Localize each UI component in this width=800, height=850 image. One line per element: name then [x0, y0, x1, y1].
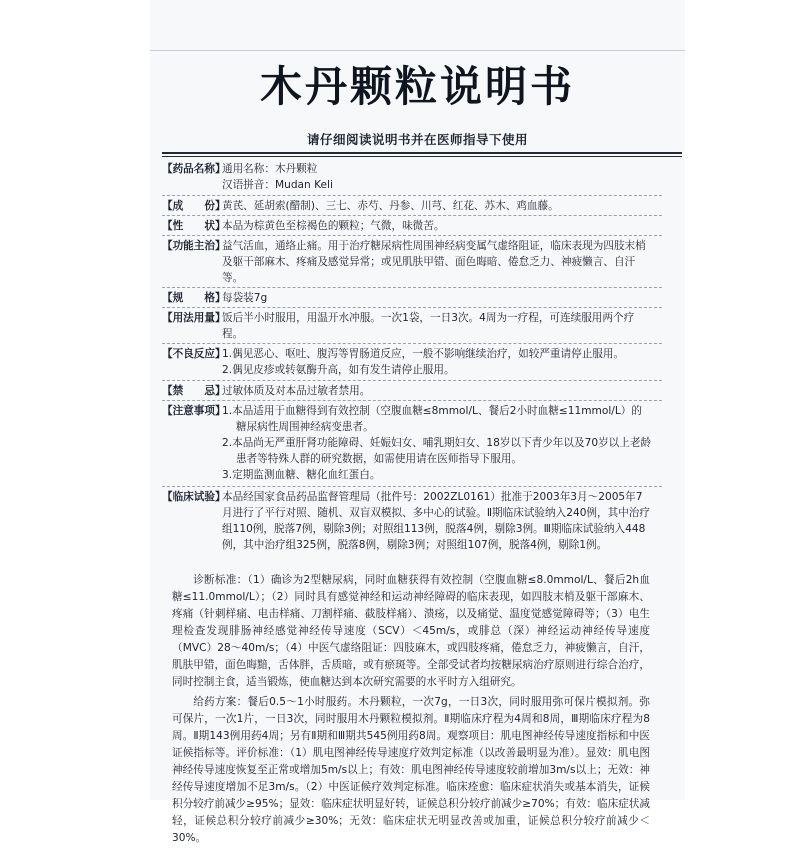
section-divider	[162, 486, 662, 487]
document-subtitle: 请仔细阅读说明书并在医师指导下使用	[306, 132, 528, 147]
section-divider	[162, 287, 662, 288]
clinical-trial-details	[172, 572, 650, 850]
section-divider	[162, 343, 662, 344]
top-divider	[150, 50, 685, 51]
header-rule-thick	[162, 152, 682, 154]
diagnostic-criteria: 诊断标准：（1）确诊为2型糖尿病，同时血糖获得有效控制（空腹血糖≤8.0mmol/L、餐后2h血糖≤11.0mmol/L）；（2）同时具有感觉神经和运动神经障碍的临床表现，如四肢末梢及躯干部麻木、疼痛（针刺样痛、电击样痛、刀割样痛、截肢样痛）、溃疡，以及痛觉、温度觉感觉障碍等；（3）电生理检查发现腓肠神经感觉神经传导速度（SCV）＜45m/s，或腓总（深）神经运动神经传导速度（MVC）28～40m/s；（4）中医气虚络阻证：四肢麻木，或四肢疼痛，倦怠乏力，神疲懒言，自汗，肌肤甲错，面色晦黯，舌体胖，舌质暗，或有瘀斑等。全部受试者均按糖尿病治疗原则进行综合治疗，同时控制主食，适当锻炼，使血糖达到本次研究需要的水平时方入组研究。	[172, 574, 650, 688]
adverse-item: 2.偶见皮疹或转氨酶升高，如有发生请停止服用。	[222, 364, 455, 376]
section-label: 【规 格】	[162, 292, 226, 304]
section-divider	[162, 380, 662, 381]
section-label: 【不良反应】	[162, 348, 226, 360]
specification-text: 每袋装7g	[222, 292, 268, 304]
section-divider	[162, 400, 662, 401]
section-label: 【性 状】	[162, 220, 226, 232]
section-label: 【成 份】	[162, 200, 226, 212]
section-divider	[162, 307, 662, 308]
section-divider	[162, 235, 662, 236]
section-label: 【用法用量】	[162, 312, 226, 324]
section-label: 【药品名称】	[162, 163, 226, 175]
dosage-text: 饭后半小时服用，用温开水冲服。一次1袋，一日3次。4周为一疗程，可连续服用两个疗程。	[222, 312, 635, 340]
section-label: 【禁 忌】	[162, 385, 226, 397]
precaution-item: 2.本品尚无严重肝肾功能障碍、妊娠妇女、哺乳期妇女、18岁以下青少年以及70岁以上老龄患者等特殊人群的研究数据，如需使用请在医师指导下服用。	[222, 437, 652, 465]
clinical-trial-text: 本品经国家食品药品监督管理局（批件号：2002ZL0161）批准于2003年3月～2005年7月进行了平行对照、随机、双盲双模拟、多中心的试验。Ⅱ期临床试验纳入240例，其中治疗组110例，脱落7例，剔除3例；对照组113例，脱落4例，剔除3例。Ⅲ期临床试验纳入448例，其中治疗组325例，脱落8例，剔除3例；对照组107例，脱落4例，剔除1例。	[222, 491, 650, 551]
section-label: 【注意事项】	[162, 405, 226, 417]
document-title: 木丹颗粒说明书	[259, 62, 575, 111]
precaution-item: 3.定期监测血糖、糖化血红蛋白。	[222, 469, 381, 481]
appearance-text: 本品为棕黄色至棕褐色的颗粒；气微，味微苦。	[222, 220, 445, 232]
header-rule-thin	[162, 156, 682, 157]
section-divider	[162, 195, 662, 196]
contraindications-text: 过敏体质及对本品过敏者禁用。	[222, 385, 371, 397]
pinyin-name: 汉语拼音：Mudan Keli	[222, 179, 333, 191]
section-label: 【临床试验】	[162, 491, 226, 503]
ingredients-text: 黄芪、延胡索(醋制)、三七、赤芍、丹参、川芎、红花、苏木、鸡血藤。	[222, 200, 559, 212]
precaution-item: 1.本品适用于血糖得到有效控制（空腹血糖≤8mmol/L、餐后2小时血糖≤11mmol/L）的糖尿病性周围神经病变患者。	[222, 405, 642, 433]
section-label: 【功能主治】	[162, 240, 226, 252]
generic-name: 通用名称：木丹颗粒	[222, 163, 318, 175]
dosing-regimen: 给药方案：餐后0.5～1小时服药。木丹颗粒，一次7g，一日3次，同时服用弥可保片模拟剂。弥可保片，一次1片，一日3次，同时服用木丹颗粒模拟剂。Ⅱ期临床疗程为4周和8周，Ⅲ期临床疗程为8周。Ⅱ期143例用药4周；另有Ⅱ期和Ⅲ期共545例用药8周。观察项目：肌电图神经传导速度指标和中医证候指标等。评价标准：（1）肌电图神经传导速度疗效判定标准（以改善最明显为准）。显效：肌电图神经传导速度恢复至正常或增加5m/s以上；有效：肌电图神经传导速度较前增加3m/s以上；无效：神经传导速度增加不足3m/s。（2）中医证候疗效判定标准。临床痊愈：临床症状消失或基本消失，证候积分较疗前减少≥95%；显效：临床症状明显好转，证候总积分较疗前减少≥70%；有效：临床症状减轻，证候总积分较疗前减少≥30%；无效：临床症状无明显改善或加重，证候总积分较疗前减少＜30%。	[172, 696, 650, 844]
section-divider	[162, 215, 662, 216]
indications-text: 益气活血，通络止痛。用于治疗糖尿病性周围神经病变属气虚络阻证，临床表现为四肢末梢及躯干部麻木、疼痛及感觉异常；或见肌肤甲错、面色晦暗、倦怠乏力、神疲懒言、自汗等。	[222, 240, 646, 284]
adverse-item: 1.偶见恶心、呕吐、腹泻等胃肠道反应，一般不影响继续治疗，如较严重请停止服用。	[222, 348, 625, 360]
